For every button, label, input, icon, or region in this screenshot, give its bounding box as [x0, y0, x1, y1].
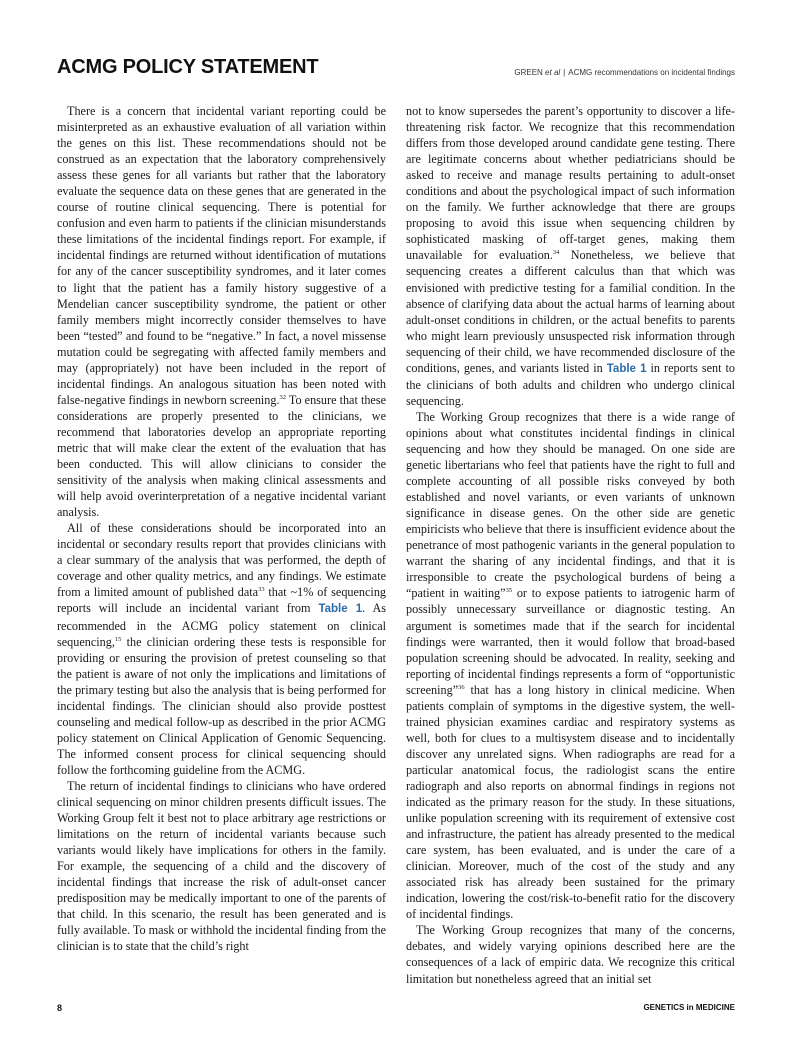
text-run: The Working Group recognizes that there is a wide range of opinions about what constitutes incidental findings in clinical sequencing and how they should be managed. On one side are genetic libertarians who feel that patients have the right to full and complete accounting of all possible risks conveyed by both established and novel variants, or even variants of unknown significance in disease genes. On the other side are genetic empiricists who believe that there is insufficient evidence about the penetrance of most pathogenic variants in the general population to warrant the sharing of any incidental findings, and that it is irresponsible to create the psychological burdens of being a “patient in waiting”	[406, 409, 735, 601]
text-run: All of these considerations should be incorporated into an incidental or secondary results report that provides clinicians with a clear summary of the analysis that was performed, the depth of coverage and other quality metrics, and any findings. We estimate from a limited amount of published data	[57, 521, 386, 600]
text-run: There is a concern that incidental variant reporting could be misinterpreted as an exhaustive evaluation of all variation within the genes on this list. These recommendations should not be construed as an expectation that the laboratory comprehensively assess these genes for all variants but rather that the laboratory evaluate the sequence data on these genes that are generated in the course of routine clinical sequencing. There is potential for confusion and even harm to patients if the clinician misunderstands these limitations of the incidental findings report. For example, if incidental findings are returned without identification of mutations for any of the cancer susceptibility syndromes, and it later comes to light that the patient has a family history suggestive of a Mendelian cancer susceptibility syndrome, the patient or other family members might incorrectly consider themselves to have been “tested” and found to be “negative.” In fact, a novel missense mutation could be segregating with affected family members and may (appropriately) not have been included in the report of incidental findings. An analogous situation has been noted with false-negative findings in newborn screening.	[57, 104, 386, 407]
text-run: Nonetheless, we believe that sequencing creates a different calculus than that which was envisioned with predictive testing for a familial condition. In the absence of clarifying data about the actual harms of learning about adult-onset conditions in children, or the actual benefits to parents who might learn previously unsuspected risk information through sequencing of their child, we have recommended disclosure of the conditions, genes, and variants listed in	[406, 248, 735, 375]
reference-superscript[interactable]: 33	[258, 586, 265, 594]
reference-superscript[interactable]: 15	[114, 635, 122, 643]
paragraph: The return of incidental findings to clinicians who have ordered clinical sequencing on minor children presents difficult issues. The Working Group felt it best not to place arbitrary age restrictions or limitations on the return of incidental variants because such variants would likely have implications for others in the family. For example, the sequencing of a child and the discovery of incidental findings that increase the risk of adult-onset cancer predisposition may be medically important to one of the parents of that child. In this scenario, the result has been generated and is fully available. To mask or withhold the incidental finding from the clinician is to state that the child’s right	[57, 778, 386, 954]
running-header	[514, 68, 735, 77]
text-run: not to know supersedes the parent’s opportunity to discover a life-threatening risk factor. We recognize that this recommendation differs from those developed around candidate gene testing. There are legitimate concerns about whether pediatricians should be asked to receive and manage results pertaining to adult-onset conditions and about the psychological impact of such information on the family. We further acknowledge that there are groups proposing to avoid this issue when sequencing children by sophisticated masking of off-target genes, making them unavailable for evaluation.	[406, 104, 735, 263]
reference-superscript[interactable]: 34	[552, 249, 560, 257]
text-run: or to expose patients to iatrogenic harm of possibly unnecessary surveillance or diagnostic testing. An argument is sometimes made that if the search for incidental findings were warranted, then it would follow that broad-based population screening should be advocated. In reality, seeking and reporting of incidental findings represents a form of “opportunistic screening”	[406, 586, 735, 697]
table-link[interactable]: Table 1	[318, 603, 363, 616]
text-run: . As recommended in the ACMG policy statement on clinical sequencing,	[57, 601, 386, 649]
table-link[interactable]: Table 1	[606, 362, 647, 375]
running-header-authors: GREEN	[514, 68, 543, 77]
text-run: that has a long history in clinical medicine. When patients complain of symptoms in the digestive system, the well-trained physician examines cardiac and respiratory systems as well, both for clues to a multisystem disease and to incidentally discover any unrelated signs. When radiographs are read for a particular anatomical focus, the radiologist scans the entire radiograph and also reports on abnormal findings in regions not indicated as the primary reason for the study. In these situations, unlike population screening with its requirement of extensive cost and infrastructure, the patient has already presented to the medical care system, has been evaluated, and is under the care of a clinician. Moreover, much of the cost of the study and any associated risk has already been sustained for the primary indication, lowering the cost/risk-to-benefit ratio for the discovery of incidental findings.	[406, 682, 735, 922]
text-run: that ~1% of sequencing reports will include an incidental variant from	[57, 585, 387, 616]
left-column	[57, 103, 386, 954]
reference-superscript[interactable]: 32	[279, 393, 287, 401]
paragraph	[406, 103, 735, 409]
reference-superscript[interactable]: 35	[505, 587, 513, 595]
running-header-etal: et al	[545, 68, 561, 77]
journal-name: GENETICS in MEDICINE	[643, 1003, 735, 1012]
paragraph	[406, 409, 735, 923]
running-header-separator: |	[563, 68, 566, 77]
paragraph: The Working Group recognizes that many of the concerns, debates, and widely varying opinions described here are the consequences of a lack of empiric data. We recognize this critical limitation but nonetheless agreed that an initial set	[406, 923, 735, 986]
paragraph	[57, 103, 386, 520]
text-run: in reports sent to the clinicians of both adults and children who undergo clinical sequencing.	[406, 360, 736, 408]
right-column	[406, 103, 735, 987]
reference-superscript[interactable]: 36	[458, 683, 465, 691]
page-number: 8	[57, 1003, 63, 1013]
text-run: the clinician ordering these tests is responsible for providing or ensuring the provision of pretest counseling so that the patient is aware of not only the implications and limitations of the primary testing but also the analysis that is being performed for incidental findings. The clinician should also provide posttest counseling and medical follow-up as described in the prior ACMG policy statement on Clinical Application of Genomic Sequencing. The informed consent process for clinical sequencing should follow the forthcoming guideline from the ACMG.	[57, 634, 386, 777]
text-run: To ensure that these considerations are properly presented to the clinicians, we recommend that laboratories develop an appropriate reporting metric that will make clear the extent of the evaluation that has been conducted. This will allow clinicians to consider the sensitivity of the analysis when making clinical assessments and will help avoid overinterpretation of a negative incidental variant analysis.	[57, 392, 386, 520]
section-heading: ACMG POLICY STATEMENT	[57, 56, 319, 78]
paragraph	[57, 520, 386, 778]
running-header-title: ACMG recommendations on incidental findings	[568, 68, 735, 77]
